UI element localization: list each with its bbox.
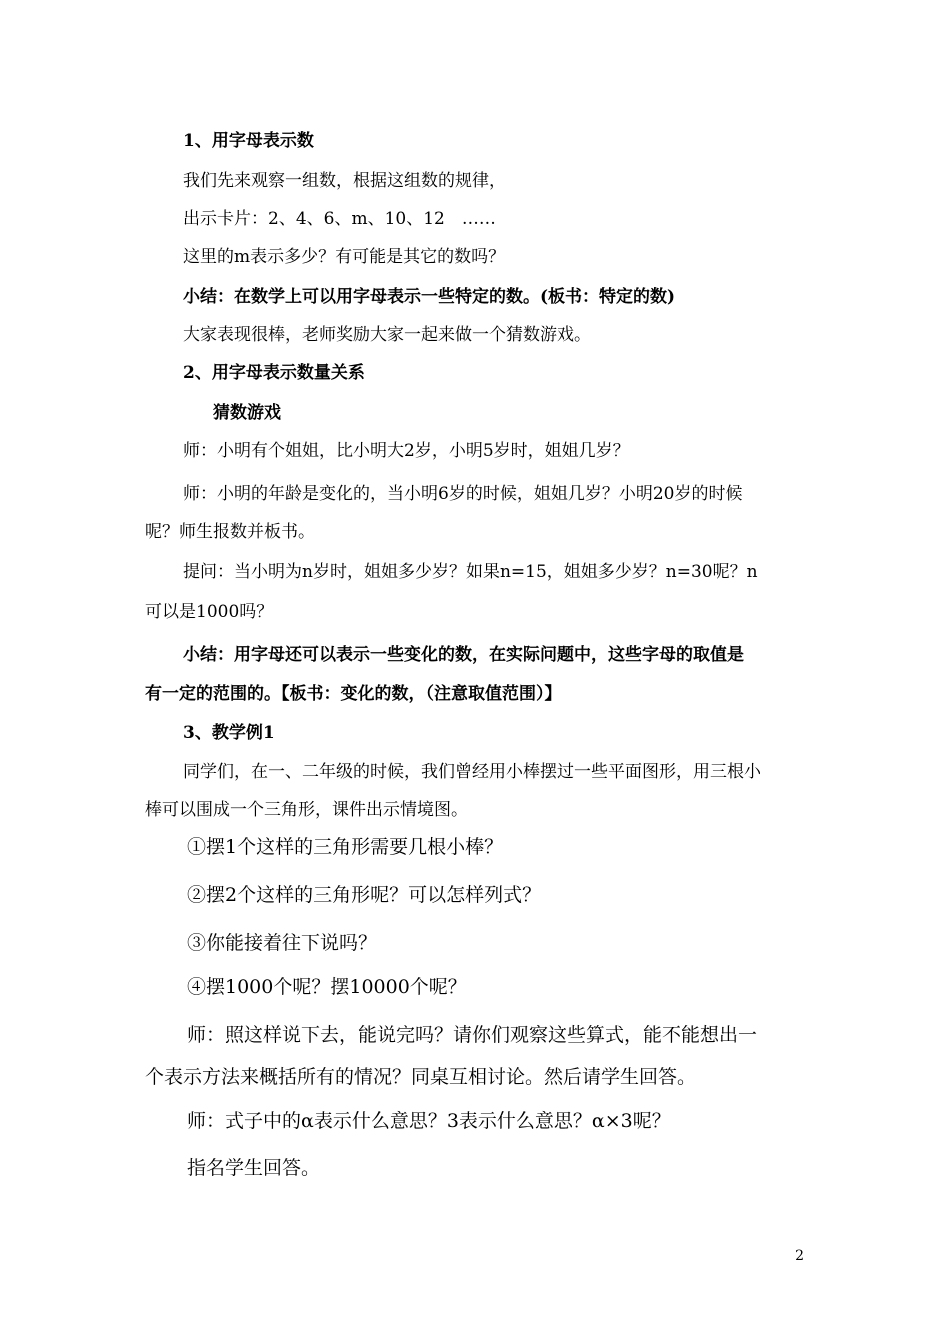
text-line: 个表示方法来概括所有的情况？同桌互相讨论。然后请学生回答。 (145, 1066, 697, 1088)
heading-2: 2、用字母表示数量关系 (183, 363, 365, 383)
list-item: ②摆2个这样的三角形呢？可以怎样列式？ (187, 884, 542, 906)
text-line: 出示卡片：2、4、6、m、10、12 …… (183, 209, 496, 229)
list-item: ①摆1个这样的三角形需要几根小棒？ (187, 836, 504, 858)
heading-3: 3、教学例1 (183, 723, 275, 743)
summary-line: 有一定的范围的。【板书：变化的数，（注意取值范围）】 (145, 684, 562, 704)
text-line: 我们先来观察一组数，根据这组数的规律， (183, 171, 506, 191)
text-line: 这里的m表示多少？有可能是其它的数吗？ (183, 247, 506, 267)
text-line: 可以是1000吗？ (145, 602, 274, 622)
text-line: 师：式子中的α表示什么意思？3表示什么意思？α×3呢？ (187, 1110, 671, 1132)
text-line: 呢？师生报数并板书。 (145, 522, 315, 542)
list-item: ④摆1000个呢？摆10000个呢？ (187, 976, 467, 998)
text-line: 师：小明的年龄是变化的，当小明6岁的时候，姐姐几岁？小明20岁的时候 (183, 484, 743, 504)
text-line: 师：小明有个姐姐，比小明大2岁，小明5岁时，姐姐几岁？ (183, 441, 630, 461)
list-item: ③你能接着往下说吗？ (187, 932, 378, 954)
text-line: 提问：当小明为n岁时，姐姐多少岁？如果n=15，姐姐多少岁？n=30呢？n (183, 562, 758, 582)
page-number: 2 (795, 1248, 804, 1264)
summary-line: 小结：在数学上可以用字母表示一些特定的数。(板书：特定的数) (183, 287, 676, 307)
text-line: 同学们，在一、二年级的时候，我们曾经用小棒摆过一些平面图形，用三根小 (183, 762, 761, 782)
text-line: 师：照这样说下去，能说完吗？请你们观察这些算式，能不能想出一 (187, 1024, 758, 1046)
heading-1: 1、用字母表示数 (183, 131, 314, 151)
text-line: 大家表现很棒，老师奖励大家一起来做一个猜数游戏。 (183, 325, 591, 345)
text-line: 棒可以围成一个三角形，课件出示情境图。 (145, 800, 468, 820)
text-line: 指名学生回答。 (187, 1157, 321, 1179)
summary-line: 小结：用字母还可以表示一些变化的数，在实际问题中，这些字母的取值是 (183, 645, 744, 665)
subheading: 猜数游戏 (213, 403, 281, 423)
